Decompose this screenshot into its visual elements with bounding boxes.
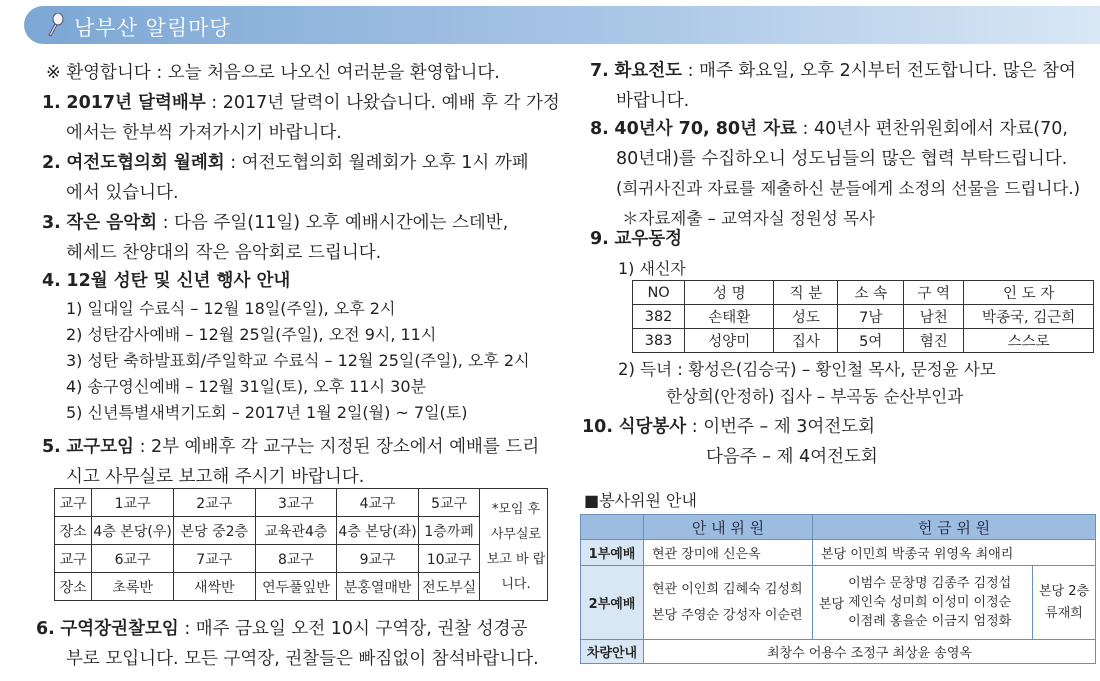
table-cell: 새싹반 (173, 573, 255, 601)
table-cell: 연두풀잎반 (255, 573, 337, 601)
item-title: 교우동정 (614, 229, 683, 249)
table-cell: 4층 본당(좌) (337, 517, 419, 545)
item-text-cont: (희귀사진과 자료를 제출하신 분들에게 소정의 선물을 드립니다.) (616, 179, 1081, 198)
table-cell: 10교구 (418, 545, 479, 573)
table-cell: 현관 이인희 김혜숙 김성희 본당 주영순 강성자 이순련 (644, 566, 813, 640)
table-cell: 1교구 (92, 489, 174, 517)
list-item: 3) 성탄 축하발표회/주일학교 수료식 – 12월 25일(주일), 오후 2시 (66, 351, 530, 370)
item-text-cont: 80년대)를 수집하오니 성도님들의 많은 협력 부탁드립니다. (616, 149, 1068, 169)
table-row (55, 573, 548, 601)
item-subheading: 1) 새신자 (618, 259, 686, 278)
table-cell: 본당 이민희 박종국 위영옥 최애리 (813, 540, 1096, 566)
table-row (55, 517, 548, 545)
item-text: : 매주 금요일 오전 10시 구역장, 권찰 성경공 (178, 619, 528, 639)
item-1 (42, 88, 560, 148)
item-number: 3. (42, 213, 61, 233)
table-cell: 383 (633, 329, 685, 353)
item-text-cont: 바랍니다. (616, 91, 690, 111)
item-title: 2017년 달력배부 (66, 93, 206, 113)
table-cell: 4층 본당(우) (92, 517, 174, 545)
table-cell: 6교구 (92, 545, 174, 573)
table-row (55, 489, 548, 517)
item-text-cont: 부로 모입니다. 모든 구역장, 권찰들은 빠짐없이 참석바랍니다. (66, 649, 539, 669)
table-cell: 2부예배 (581, 566, 644, 640)
item-text: : 다음 주일(11일) 오후 예배시간에는 스데반, (157, 213, 509, 233)
table-cell: 8교구 (255, 545, 337, 573)
table-cell: 혐진 (904, 329, 964, 353)
table-cell: 헌 금 위 원 (813, 515, 1096, 540)
item-title: 12월 성탄 및 신년 행사 안내 (66, 271, 291, 291)
table-cell: 5교구 (418, 489, 479, 517)
microphone-icon (46, 13, 66, 37)
table-cell: 현관 장미애 신은옥 (644, 540, 813, 566)
table-cell: 1부예배 (581, 540, 644, 566)
table-cell: 직 분 (774, 281, 838, 305)
table-row (633, 305, 1094, 329)
table-cell: 본당 이범수 문창명 김종주 김정섭 제인숙 성미희 이성미 이정순 이점례 홍을순 이금지 엄정화 (813, 566, 1033, 640)
item-5 (42, 432, 539, 492)
item-9-birth (618, 356, 996, 410)
table-cell: 교구 (55, 545, 92, 573)
item-number: 6. (36, 619, 55, 639)
item-text-cont: 헤세드 찬양대의 작은 음악회로 드립니다. (66, 243, 382, 263)
table-cell: 성양미 (685, 329, 774, 353)
table-cell: 장소 (55, 517, 92, 545)
item-text-cont: 에서는 한부씩 가져가시기 바랍니다. (66, 123, 342, 143)
volunteer-table (580, 514, 1096, 664)
district-table (54, 488, 548, 601)
item-title: 구역장권찰모임 (60, 619, 179, 639)
item-4 (42, 266, 290, 296)
page-title: 남부산 알림마당 (74, 16, 231, 40)
table-row (633, 281, 1094, 305)
item-6 (36, 614, 539, 674)
item-7 (590, 56, 1076, 116)
list-item: 2) 성탄감사예배 – 12월 25일(주일), 오전 9시, 11시 (66, 325, 437, 344)
table-cell: 2교구 (173, 489, 255, 517)
welcome-line: ※ 환영합니다 : 오늘 처음으로 나오신 여러분을 환영합니다. (46, 63, 500, 83)
item-10 (582, 412, 878, 472)
table-cell: NO (633, 281, 685, 305)
table-cell: 집사 (774, 329, 838, 353)
item-9 (590, 224, 686, 284)
table-cell: 소 속 (838, 281, 904, 305)
item-number: 1. (42, 93, 61, 113)
list-item: 1) 일대일 수료식 – 12월 18일(주일), 오후 2시 (66, 299, 396, 318)
table-row (581, 540, 1096, 566)
item-number: 4. (42, 271, 61, 291)
item-4-list (66, 296, 530, 426)
table-cell: 7교구 (173, 545, 255, 573)
item-title: 교구모임 (66, 437, 135, 457)
table-cell: 3교구 (255, 489, 337, 517)
item-text-cont: 시고 사무실로 보고해 주시기 바랍니다. (66, 467, 365, 487)
volunteer-heading: ■봉사위원 안내 (584, 491, 697, 510)
district-note: *모임 후 사무실로 보고 바 랍니다. (486, 502, 546, 592)
birth-line-cont: 한상희(안정하) 집사 – 부곡동 순산부인과 (666, 387, 964, 406)
item-text-cont: ＊자료제출 – 교역자실 정원성 목사 (622, 209, 875, 228)
item-text: : 2017년 달력이 나왔습니다. 예배 후 각 가정 (205, 93, 560, 113)
list-item: 4) 송구영신예배 – 12월 31일(토), 오후 11시 30분 (66, 377, 426, 396)
item-text: : 여전도협의회 월례회가 오후 1시 까페 (224, 153, 529, 173)
table-cell: 4교구 (337, 489, 419, 517)
table-header-row (581, 515, 1096, 540)
table-cell: 장소 (55, 573, 92, 601)
item-number: 10. (582, 417, 614, 437)
item-title: 40년사 70, 80년 자료 (614, 119, 797, 139)
table-cell: 손태환 (685, 305, 774, 329)
table-cell: 인 도 자 (964, 281, 1094, 305)
table-cell: 1층까페 (418, 517, 479, 545)
table-cell: 본당 중2층 (173, 517, 255, 545)
table-cell: 9교구 (337, 545, 419, 573)
item-2 (42, 148, 529, 208)
table-cell: 교육관4층 (255, 517, 337, 545)
table-cell: 5여 (838, 329, 904, 353)
table-cell: 전도부실 (418, 573, 479, 601)
item-text: : 2부 예배후 각 교구는 지정된 장소에서 예배를 드리 (134, 437, 540, 457)
table-cell: 구 역 (904, 281, 964, 305)
table-cell: 남천 (904, 305, 964, 329)
newcomer-table (632, 280, 1094, 353)
item-title: 식당봉사 (618, 417, 687, 437)
item-number: 8. (590, 119, 609, 139)
birth-line: 2) 득녀 : 황성은(김승국) – 황인철 목사, 문정윤 사모 (618, 360, 996, 379)
item-title: 작은 음악회 (66, 213, 158, 233)
table-row (633, 329, 1094, 353)
table-cell: 안 내 위 원 (644, 515, 813, 540)
item-title: 화요전도 (614, 61, 683, 81)
header-bar (24, 6, 1100, 44)
item-text: : 매주 화요일, 오후 2시부터 전도합니다. 많은 참여 (682, 61, 1076, 81)
item-text: : 이번주 – 제 3여전도회 (686, 417, 876, 437)
list-item: 5) 신년특별새벽기도회 – 2017년 1월 2일(월) ~ 7일(토) (66, 403, 468, 422)
item-number: 9. (590, 229, 609, 249)
table-cell: 차량안내 (581, 640, 644, 664)
table-cell (581, 515, 644, 540)
table-cell: 382 (633, 305, 685, 329)
table-cell: 스스로 (964, 329, 1094, 353)
item-3 (42, 208, 508, 268)
item-text-cont: 에서 있습니다. (66, 183, 179, 203)
table-row (581, 640, 1096, 664)
table-cell: 박종국, 김근희 (964, 305, 1094, 329)
table-cell: 7남 (838, 305, 904, 329)
table-row (55, 545, 548, 573)
item-title: 여전도협의회 월례회 (66, 153, 225, 173)
table-cell: 초록반 (92, 573, 174, 601)
item-number: 5. (42, 437, 61, 457)
table-cell: 성도 (774, 305, 838, 329)
table-cell: 성 명 (685, 281, 774, 305)
item-8 (590, 114, 1080, 234)
item-text: : 40년사 편찬위원회에서 자료(70, (796, 119, 1068, 139)
table-cell: 교구 (55, 489, 92, 517)
item-text-cont: 다음주 – 제 4여전도회 (706, 447, 878, 467)
table-cell: 최창수 어용수 조정구 최상윤 송영옥 (644, 640, 1096, 664)
item-number: 7. (590, 61, 609, 81)
item-number: 2. (42, 153, 61, 173)
table-cell: 분홍열매반 (337, 573, 419, 601)
table-cell: 본당 2층 류재희 (1033, 566, 1096, 640)
table-row (581, 566, 1096, 640)
